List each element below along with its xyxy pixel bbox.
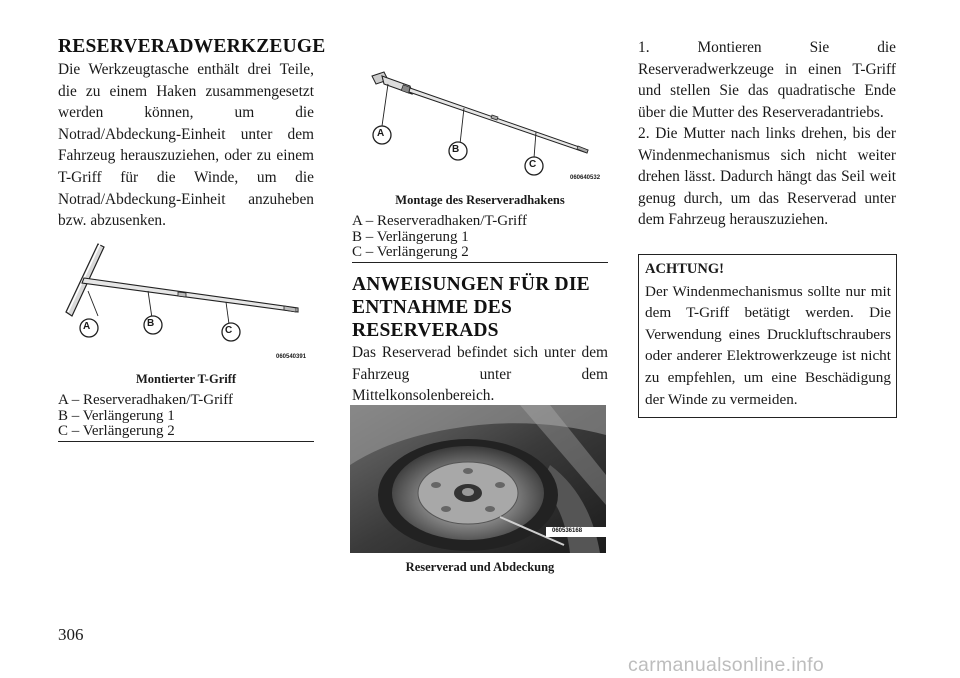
photo-code: 060536168 [552, 528, 583, 534]
section-title-spare-removal [352, 273, 608, 342]
warning-text: Der Windenmechanismus sollte nur mit dem T-Griff betätigt werden. Die Verwendung eines Druckluftschraubers oder anderer Elektrowerkzeuge ist nicht zu empfehlen, um eine Beschädigung der Winde zu vermeiden. [645, 282, 891, 408]
title-line: ANWEISUNGEN FÜR DIE [352, 274, 590, 295]
spare-location-text: Das Reserverad befindet sich unter dem Fahrzeug unter dem Mittelkonsolenbereich. [352, 344, 608, 405]
figure-hook-assembly [352, 68, 608, 184]
legend-item: A – Reserveradhaken/T-Griff [58, 392, 233, 408]
step-1-text: 1. Montieren Sie die Reserveradwerkzeuge in einen T-Griff und stellen Sie das quadratische Ende über die Mutter des Reserveradantriebs. [638, 39, 896, 121]
legend-item: B – Verlängerung 1 [58, 407, 175, 424]
figure-caption-t-handle: Montierter T-Griff [135, 372, 237, 386]
label-b: B [147, 318, 155, 329]
legend-item: A – Reserveradhaken/T-Griff [352, 213, 527, 229]
warning-box [638, 254, 897, 418]
figure-t-handle [58, 236, 314, 364]
watermark: carmanualsonline.info [628, 654, 824, 676]
legend-item: B – Verlängerung 1 [352, 228, 469, 245]
label-c: C [529, 159, 537, 170]
label-a: A [377, 128, 385, 139]
photo-caption-spare-tire: Reserverad und Abdeckung [405, 560, 555, 574]
figure-code: 060540391 [276, 354, 307, 360]
step-2-text: 2. Die Mutter nach links drehen, bis der Windenmechanismus sich nicht weiter drehen lässt. Dadurch hängt das Seil weit genug durch, um das Reserverad unter dem Fahrzeug herauszuziehen. [638, 125, 896, 229]
legend-item: C – Verlängerung 2 [352, 244, 469, 260]
label-c: C [225, 325, 233, 336]
legend-hook [352, 214, 608, 263]
page-number: 306 [58, 625, 84, 644]
warning-title: ACHTUNG! [645, 261, 724, 277]
label-a: A [83, 321, 91, 332]
photo-spare-tire [350, 405, 606, 553]
hook-assembly-illustration [352, 68, 608, 184]
spare-tools-intro: Die Werkzeugtasche enthält drei Teile, die zu einem Haken zusammengesetzt werden können, um die Notrad/Abdeckung-Einheit unter dem Fahrzeug herauszuziehen, oder zu einem T-Griff für die Winde, um die Notrad/Abdeckung-Einheit anzuheben bzw. abzusenken. [58, 61, 314, 230]
figure-code: 060640532 [570, 175, 601, 181]
legend-t-handle [58, 393, 314, 442]
title-line: ENTNAHME DES [352, 297, 513, 318]
t-handle-illustration [58, 236, 314, 364]
label-b: B [452, 144, 460, 155]
section-title-spare-tools: RESERVERADWERKZEUGE [58, 36, 326, 57]
figure-caption-hook: Montage des Reserveradhakens [395, 193, 565, 207]
title-line: RESERVERADS [352, 320, 499, 341]
legend-item: C – Verlängerung 2 [58, 423, 175, 439]
